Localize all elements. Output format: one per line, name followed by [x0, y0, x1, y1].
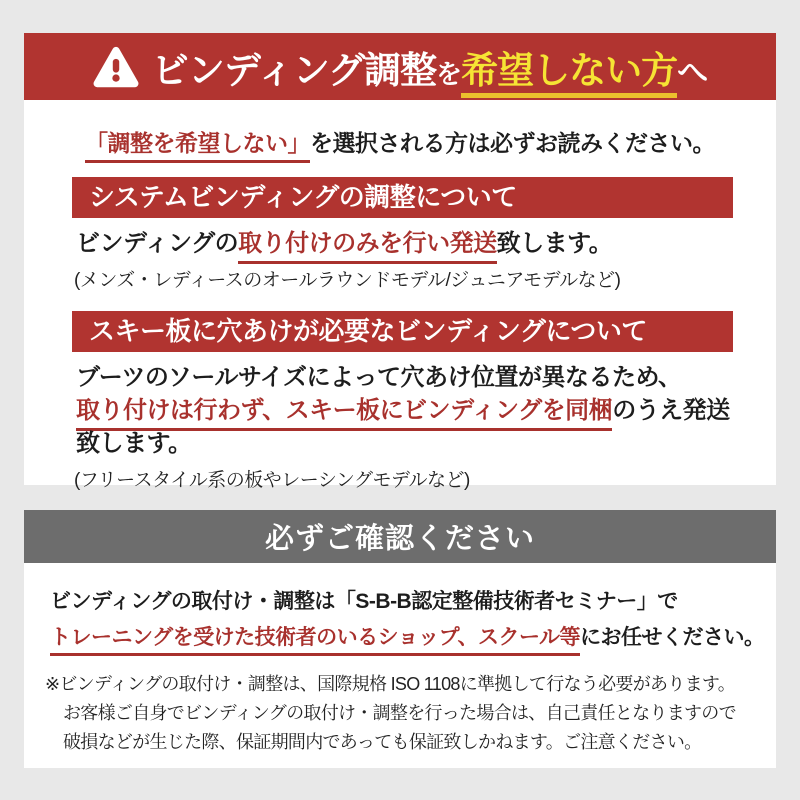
title-particle: を	[436, 58, 462, 89]
drill-body-line3: 致します。	[76, 430, 192, 457]
drill-body-line2-suffix: のうえ発送	[612, 397, 730, 424]
drill-body	[76, 361, 756, 460]
confirm-body-line2-suffix: にお任せください。	[580, 626, 765, 649]
confirm-body-line1: ビンディングの取付け・調整は「S-B-B認定整備技術者セミナー」で	[50, 590, 678, 613]
confirm-body-highlight: トレーニングを受けた技術者のいるショップ、スクール等	[50, 626, 580, 656]
intro-quoted: 「調整を希望しない」	[85, 130, 310, 163]
title-prefix: ビンディング調整	[151, 49, 437, 91]
fine-print-line1: ※ビンディングの取付け・調整は、国際規格 ISO 1108に準拠して行なう必要があります。	[45, 674, 736, 694]
notice-card	[24, 33, 776, 491]
confirm-header: 必ずご確認ください	[24, 510, 776, 563]
drill-body-line2	[76, 394, 756, 427]
system-body-suffix: 致します。	[496, 230, 613, 257]
system-binding-header: システムビンディングの調整について	[72, 177, 733, 218]
drill-note: (フリースタイル系の板やレーシングモデルなど)	[74, 470, 470, 491]
drill-body-highlight: 取り付けは行わず、スキー板にビンディングを同梱	[76, 397, 612, 431]
confirm-card	[24, 510, 776, 768]
fine-print-line3: 破損などが生じた際、保証期間内であっても保証致しかねます。ご注意ください。	[63, 732, 702, 752]
drill-body-line1: ブーツのソールサイズによって穴あけ位置が異なるため、	[76, 364, 682, 391]
drill-header: スキー板に穴あけが必要なビンディングについて	[72, 311, 733, 352]
confirm-body-line2	[50, 620, 766, 656]
main-banner	[24, 33, 776, 100]
fine-print-line2: お客様ご自身でビンディングの取付け・調整を行った場合は、自己責任となりますので	[63, 703, 736, 723]
intro-rest: を選択される方は必ずお読みください。	[310, 130, 715, 156]
confirm-fine-print	[45, 670, 766, 757]
system-binding-note: (メンズ・レディースのオールラウンドモデル/ジュニアモデルなど)	[74, 270, 621, 291]
system-body-prefix: ビンディングの	[76, 230, 239, 257]
system-body-highlight: 取り付けのみを行い発送	[238, 230, 497, 264]
title-suffix: へ	[677, 54, 708, 90]
confirm-body	[50, 584, 766, 656]
warning-triangle-icon	[93, 46, 139, 90]
system-binding-body	[76, 227, 756, 260]
intro-text	[24, 125, 776, 158]
main-banner-title	[152, 40, 707, 94]
title-highlight: 希望しない方	[461, 50, 677, 98]
